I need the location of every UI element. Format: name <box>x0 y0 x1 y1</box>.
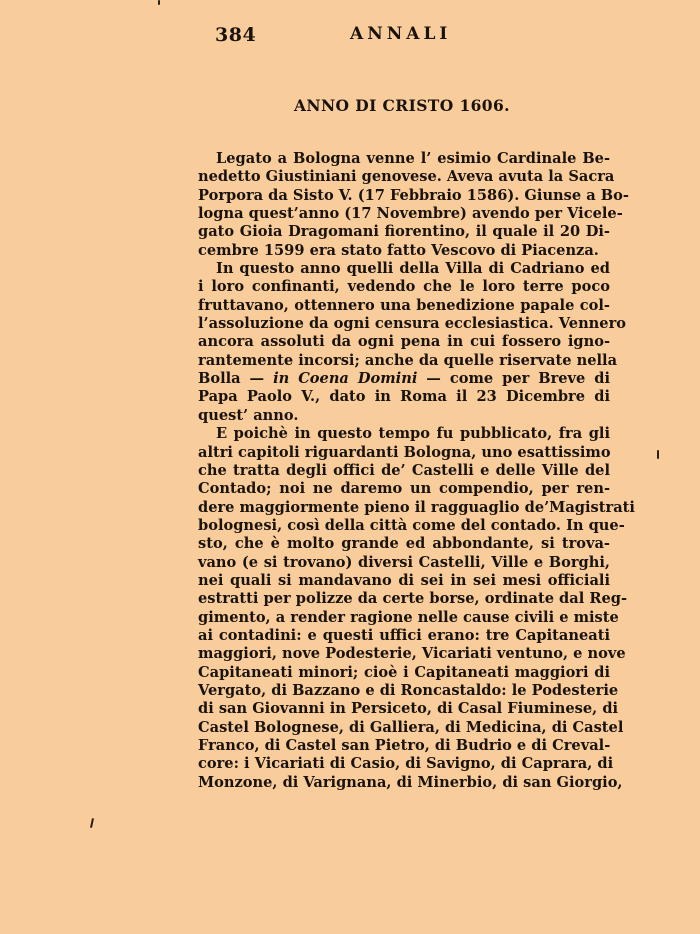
text-line: Porpora da Sisto V. (17 Febbraio 1586). Giunse a Bo- <box>198 186 629 204</box>
page-number: 384 <box>215 24 257 46</box>
text-line: nei quali si mandavano di sei in sei mesi officiali <box>198 571 610 589</box>
text-line: Contado; noi ne daremo un compendio, per ren- <box>198 480 610 498</box>
text-line: Monzone, di Varignana, di Minerbio, di san Giorgio, <box>198 773 623 791</box>
text-line: nedetto Giustiniani genovese. Aveva avuta la Sacra <box>198 168 615 186</box>
text-line: di san Giovanni in Persiceto, di Casal Fiuminese, di <box>198 700 619 718</box>
section-title: ANNO DI CRISTO 1606. <box>294 96 510 115</box>
text-line: E poichè in questo tempo fu pubblicato, fra gli <box>216 425 610 443</box>
text-line: sto, che è molto grande ed abbondante, si trova- <box>198 535 610 553</box>
text-line: fruttavano, ottennero una benedizione papale col- <box>198 296 610 314</box>
text-line: Castel Bolognese, di Galliera, di Medicina, di Castel <box>198 718 624 736</box>
text-line: gimento, a render ragione nelle cause civili e miste <box>198 608 619 626</box>
text-line: i loro confinanti, vedendo che le loro terre poco <box>198 278 610 296</box>
text-line: ancora assoluti da ogni pena in cui fossero igno- <box>198 333 610 351</box>
text-line: rantemente incorsi; anche da quelle riservate nella <box>198 351 618 369</box>
running-head: ANNALI <box>350 24 452 44</box>
text-line: vano (e si trovano) diversi Castelli, Ville e Borghi, <box>198 553 610 571</box>
scan-mark-left <box>90 818 94 828</box>
text-line: Capitaneati minori; cioè i Capitaneati maggiori di <box>198 663 610 681</box>
text-line: estratti per polizze da certe borse, ordinate dal Reg- <box>198 590 628 608</box>
text-line: Legato a Bologna venne l’ esimio Cardinale Be- <box>216 150 610 167</box>
text-line: Franco, di Castel san Pietro, di Budrio e di Creval- <box>198 737 611 754</box>
text-line: che tratta degli offici de’ Castelli e delle Ville del <box>198 461 610 479</box>
text-line: core: i Vicariati di Casio, di Savigno, di Caprara, di <box>198 755 614 773</box>
text-line: cembre 1599 era stato fatto Vescovo di Piacenza. <box>198 241 599 259</box>
body-text <box>198 150 635 792</box>
text-line: ai contadini: e questi uffici erano: tre Capitaneati <box>198 626 610 644</box>
scan-mark-right <box>657 450 659 459</box>
text-line: dere maggiormente pieno il ragguaglio de’Magistrati <box>198 498 635 516</box>
text-line: Vergato, di Bazzano e di Roncastaldo: le Podesterie <box>198 681 619 699</box>
page-header <box>0 24 700 48</box>
scan-mark-top <box>158 0 160 5</box>
italic-phrase: in Coena Domini <box>273 370 418 388</box>
text-line: bolognesi, così della città come del contado. In que- <box>198 516 625 534</box>
text-line: In questo anno quelli della Villa di Cadriano ed <box>216 260 610 278</box>
text-line: gato Gioia Dragomani fiorentino, il quale il 20 Di- <box>198 223 610 241</box>
text-line: Bolla — in Coena Domini — come per Breve di <box>198 370 610 388</box>
text-line: l’assoluzione da ogni censura ecclesiastica. Vennero <box>198 315 626 333</box>
text-line: logna quest’anno (17 Novembre) avendo per Vicele- <box>198 205 623 223</box>
text-line: altri capitoli riguardanti Bologna, uno esattissimo <box>198 443 611 461</box>
text-line: Papa Paolo V., dato in Roma il 23 Dicembre di <box>198 388 610 406</box>
text-line: quest’ anno. <box>198 406 299 424</box>
text-line: maggiori, nove Podesterie, Vicariati ventuno, e nove <box>198 645 626 663</box>
